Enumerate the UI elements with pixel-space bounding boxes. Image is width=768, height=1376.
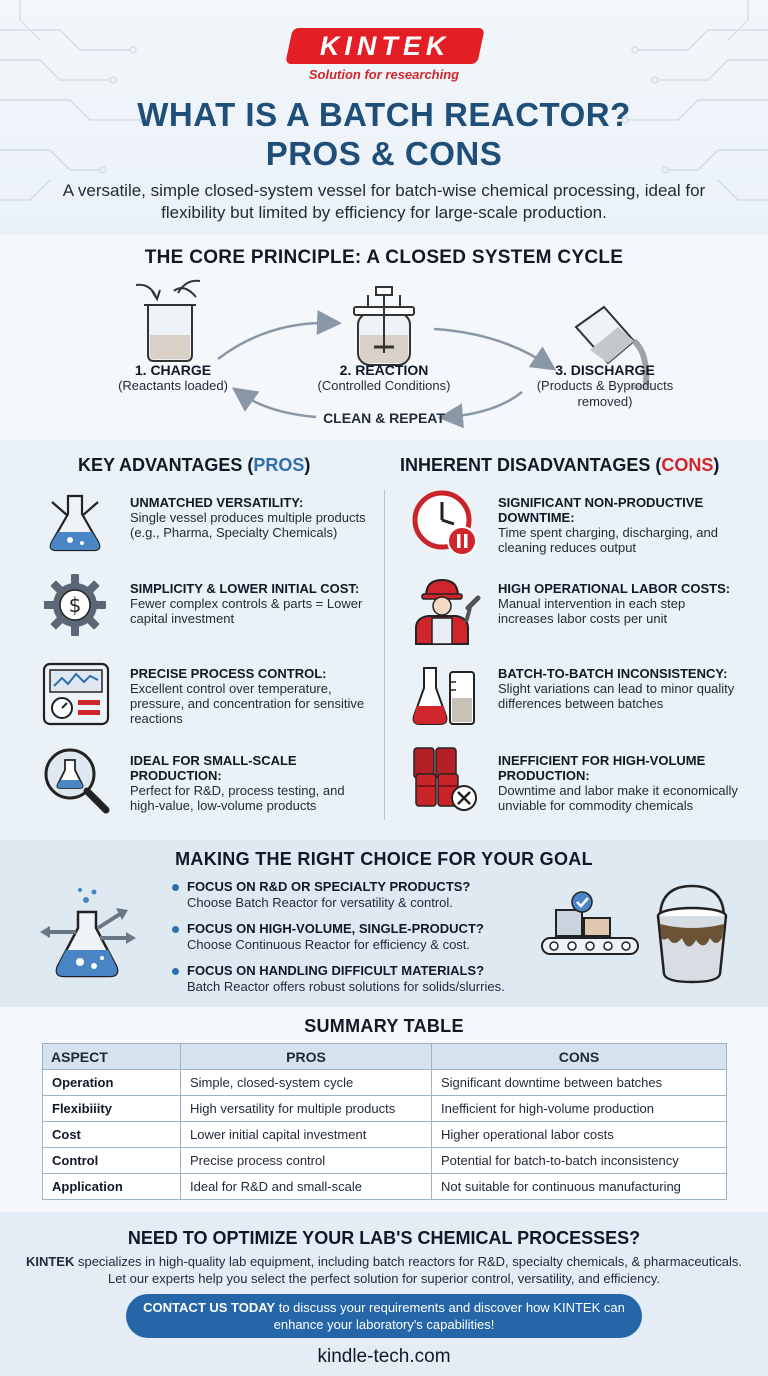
footer-title: NEED TO OPTIMIZE YOUR LAB'S CHEMICAL PROCESSES?	[127, 1228, 641, 1248]
pro-item-desc: Excellent control over temperature, pressure, and concentration for sensitive reactions	[130, 681, 365, 726]
pros-title	[78, 455, 310, 476]
step-sub: (Reactants loaded)	[118, 378, 228, 393]
svg-text:$: $	[68, 593, 82, 617]
pro-item-title: UNMATCHED VERSATILITY:	[130, 495, 304, 510]
reactor-vessel-icon	[354, 287, 414, 365]
bullet-dot	[172, 884, 179, 891]
con-item	[498, 666, 738, 711]
table-cell: Potential for batch-to-batch inconsistency	[432, 1148, 727, 1174]
page-title-line2: PROS & CONS	[265, 135, 503, 172]
table-cell: Flexibiiity	[43, 1096, 181, 1122]
summary-table	[42, 1043, 727, 1200]
table-row	[43, 1122, 727, 1148]
pros-title-suffix: )	[304, 455, 311, 475]
table-row	[43, 1070, 727, 1096]
pro-item-title: IDEAL FOR SMALL-SCALE PRODUCTION:	[130, 753, 297, 783]
choice-item	[172, 963, 532, 995]
cycle-step-reaction	[298, 362, 470, 394]
summary-section	[0, 1007, 768, 1212]
pro-item-desc: Perfect for R&D, process testing, and high-value, low-volume products	[130, 783, 345, 813]
choice-item	[172, 921, 532, 953]
con-item	[498, 495, 738, 555]
flask-arrows-icon	[40, 882, 140, 982]
cycle-step-charge	[98, 362, 248, 394]
step-label: 2. REACTION	[339, 362, 429, 378]
cons-title	[400, 455, 719, 476]
table-cell: Lower initial capital investment	[181, 1122, 432, 1148]
cons-title-suffix: )	[713, 455, 720, 475]
table-cell: Operation	[43, 1070, 181, 1096]
website-link[interactable]: kindle-tech.com	[317, 1346, 451, 1367]
table-cell: Control	[43, 1148, 181, 1174]
footer-brand: KINTEK	[25, 1254, 75, 1269]
summary-title: SUMMARY TABLE	[304, 1016, 464, 1036]
logo-text: KINTEK	[319, 30, 451, 61]
pro-item-title: SIMPLICITY & LOWER INITIAL COST:	[130, 581, 360, 596]
table-cell: Not suitable for continuous manufacturing	[432, 1174, 727, 1200]
cons-title-prefix: INHERENT DISADVANTAGES (	[400, 455, 662, 475]
table-header-pros: PROS	[181, 1044, 432, 1070]
header	[0, 0, 768, 235]
clean-repeat-label: CLEAN & REPEAT	[323, 410, 445, 426]
worker-wrench-icon	[410, 574, 482, 646]
magnifier-flask-icon	[40, 744, 112, 816]
pro-item-desc: Single vessel produces multiple products (e.g., Pharma, Specialty Chemicals)	[130, 510, 366, 540]
table-cell: Inefficient for high-volume production	[432, 1096, 727, 1122]
table-cell: Significant downtime between batches	[432, 1070, 727, 1096]
choice-title: MAKING THE RIGHT CHOICE FOR YOUR GOAL	[175, 849, 593, 869]
conveyor-check-icon	[540, 890, 640, 970]
core-principle-section	[0, 235, 768, 440]
choice-item-desc: Choose Batch Reactor for versatility & control.	[187, 895, 453, 910]
table-cell: High versatility for multiple products	[181, 1096, 432, 1122]
table-row	[43, 1148, 727, 1174]
gear-dollar-icon	[42, 572, 108, 638]
page-title-line1: WHAT IS A BATCH REACTOR?	[137, 96, 631, 133]
step-sub: (Controlled Conditions)	[317, 378, 451, 393]
cta-text: to discuss your requirements and discover how KINTEK can enhance your laboratory's capabilities!	[273, 1300, 625, 1332]
con-item-title: BATCH-TO-BATCH INCONSISTENCY:	[498, 666, 728, 681]
con-item-title: SIGNIFICANT NON-PRODUCTIVE DOWNTIME:	[498, 495, 704, 525]
choice-item-desc: Choose Continuous Reactor for efficiency & cost.	[187, 937, 471, 952]
bullet-dot	[172, 968, 179, 975]
flask-beaker-icon	[410, 658, 482, 730]
multi-neck-flask-icon	[40, 488, 110, 558]
con-item-desc: Manual intervention in each step increases labor costs per unit	[498, 596, 686, 626]
footer-desc-text: specializes in high-quality lab equipment, including batch reactors for R&D, specialty chemicals, & pharmaceuticals. Let our experts help you select the perfect solution for superior control, versatility, and efficiency.	[74, 1254, 743, 1286]
table-header-aspect: ASPECT	[43, 1044, 181, 1070]
con-item-desc: Downtime and labor make it economically unviable for commodity chemicals	[498, 783, 738, 813]
table-header-row	[43, 1044, 727, 1070]
footer-description	[20, 1253, 748, 1287]
step-sub: (Products & Byproducts removed)	[536, 378, 674, 409]
step-label: 3. DISCHARGE	[555, 362, 655, 378]
step-label: 1. CHARGE	[134, 362, 212, 378]
choice-item	[172, 879, 532, 911]
cons-title-word: CONS	[661, 455, 714, 475]
choice-item-title: FOCUS ON HANDLING DIFFICULT MATERIALS?	[187, 963, 485, 978]
barrels-x-icon	[410, 742, 482, 814]
cycle-title: THE CORE PRINCIPLE: A CLOSED SYSTEM CYCLE	[144, 247, 624, 268]
slurry-bucket-icon	[652, 882, 732, 986]
pros-title-word: PROS	[253, 455, 305, 475]
pros-cons-section	[0, 440, 768, 840]
bullet-dot	[172, 926, 179, 933]
contact-cta-button[interactable]	[126, 1294, 642, 1338]
con-item-title: HIGH OPERATIONAL LABOR COSTS:	[498, 581, 731, 596]
con-item	[498, 581, 738, 626]
table-cell: Higher operational labor costs	[432, 1122, 727, 1148]
pro-item-desc: Fewer complex controls & parts = Lower capital investment	[130, 596, 363, 626]
page-subtitle: A versatile, simple closed-system vessel for batch-wise chemical processing, ideal for flexibility but limited by efficiency for large-scale production.	[62, 181, 706, 222]
con-item-desc: Time spent charging, discharging, and cleaning reduces output	[498, 525, 718, 555]
footer-section	[0, 1212, 768, 1376]
choice-item-title: FOCUS ON HIGH-VOLUME, SINGLE-PRODUCT?	[187, 921, 484, 936]
table-row	[43, 1174, 727, 1200]
table-cell: Ideal for R&D and small-scale	[181, 1174, 432, 1200]
pros-title-prefix: KEY ADVANTAGES (	[78, 455, 254, 475]
table-header-cons: CONS	[432, 1044, 727, 1070]
clock-pause-icon	[410, 488, 482, 560]
pro-item	[130, 753, 375, 813]
table-cell: Cost	[43, 1122, 181, 1148]
pro-item	[130, 495, 375, 540]
table-cell: Simple, closed-system cycle	[181, 1070, 432, 1096]
con-item-title: INEFFICIENT FOR HIGH-VOLUME PRODUCTION:	[498, 753, 706, 783]
kintek-logo	[285, 28, 485, 64]
con-item	[498, 753, 738, 813]
control-panel-icon	[40, 660, 112, 728]
choice-item-desc: Batch Reactor offers robust solutions for solids/slurries.	[187, 979, 505, 994]
table-cell: Application	[43, 1174, 181, 1200]
con-item-desc: Slight variations can lead to minor quality differences between batches	[498, 681, 735, 711]
cycle-step-discharge	[522, 362, 688, 410]
page-title	[0, 95, 768, 173]
brand-tagline: Solution for researching	[308, 67, 460, 82]
beaker-charge-icon	[136, 281, 200, 361]
pro-item-title: PRECISE PROCESS CONTROL:	[130, 666, 327, 681]
column-divider	[384, 490, 385, 820]
choice-section	[0, 840, 768, 1007]
cta-bold-text: CONTACT US TODAY	[143, 1300, 276, 1315]
table-cell: Precise process control	[181, 1148, 432, 1174]
pro-item	[130, 581, 375, 626]
choice-item-title: FOCUS ON R&D OR SPECIALTY PRODUCTS?	[187, 879, 471, 894]
pro-item	[130, 666, 375, 726]
table-row	[43, 1096, 727, 1122]
